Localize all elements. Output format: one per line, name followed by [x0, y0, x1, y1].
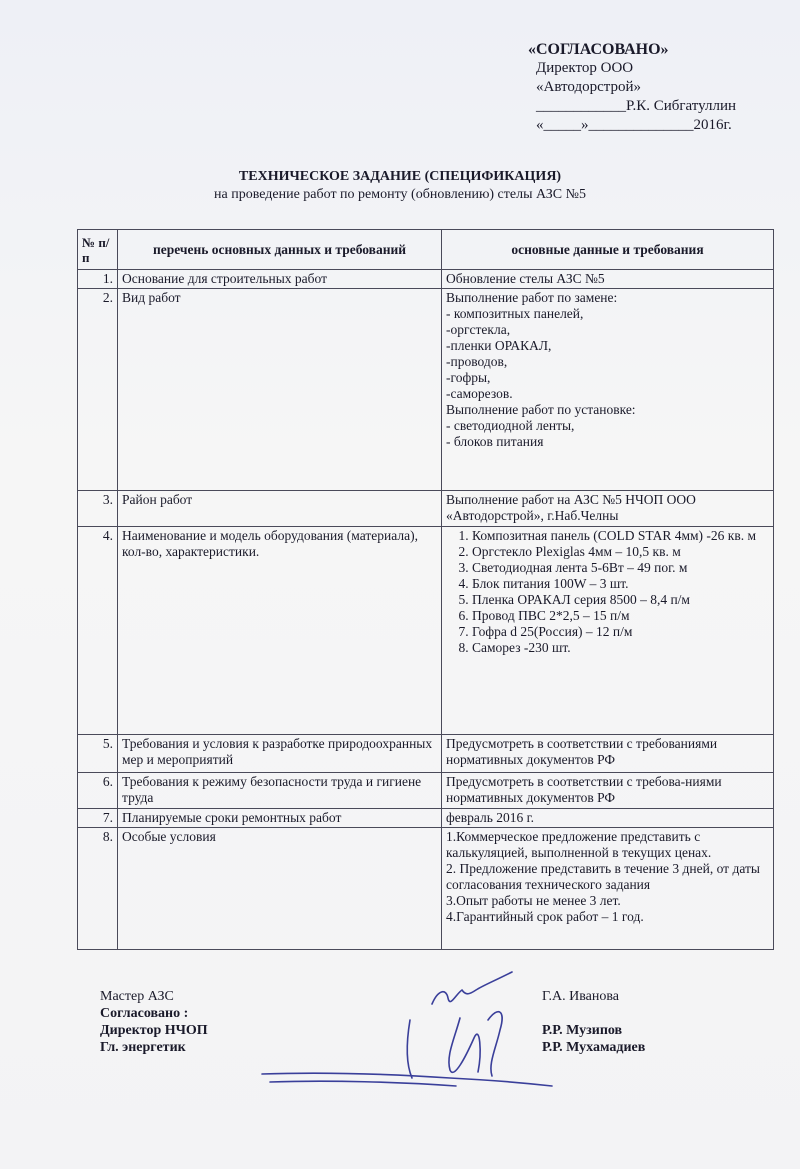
value-line: -саморезов. — [446, 386, 513, 401]
footer-master-name: Г.А. Иванова — [542, 989, 620, 1004]
row-num: 4. — [78, 527, 118, 735]
footer-spacer — [542, 1005, 742, 1022]
table-row — [78, 735, 774, 773]
equipment-item: 8. Саморез -230 шт. — [472, 640, 769, 656]
footer-engineer-name: Р.Р. Мухамадиев — [542, 1040, 646, 1055]
approval-block — [528, 40, 788, 135]
table-header-row — [78, 230, 774, 270]
row-value — [442, 289, 774, 491]
footer-master-label: Мастер АЗС — [100, 989, 174, 1004]
value-line: 2. Предложение представить в течение 3 дней, от даты согласования технического задания — [446, 861, 760, 892]
footer-right — [542, 988, 742, 1056]
row-num: 7. — [78, 809, 118, 828]
value-line: 3.Опыт работы не менее 3 лет. — [446, 893, 621, 908]
handwritten-signature — [260, 960, 560, 1120]
row-label: Наименование и модель оборудования (материала), кол-во, характеристики. — [118, 527, 442, 735]
row-value — [442, 773, 774, 809]
approval-position: Директор ООО — [536, 60, 634, 76]
value-line: Выполнение работ на АЗС №5 НЧОП ООО «Автодорстрой», г.Наб.Челны — [446, 492, 696, 523]
footer-engineer-label: Гл. энергетик — [100, 1040, 186, 1055]
row-value — [442, 735, 774, 773]
equipment-list — [446, 528, 769, 656]
row-num: 6. — [78, 773, 118, 809]
value-line: - светодиодной ленты, — [446, 418, 575, 433]
row-num: 8. — [78, 828, 118, 950]
row-label: Требования к режиму безопасности труда и гигиене труда — [118, 773, 442, 809]
document-subtitle: на проведение работ по ремонту (обновлению) стелы АЗС №5 — [214, 187, 586, 202]
value-line: февраль 2016 г. — [446, 810, 535, 825]
value-line: -гофры, — [446, 370, 491, 385]
footer-agreed-label: Согласовано : — [100, 1006, 189, 1021]
approval-date: «_____»______________2016г. — [536, 117, 732, 133]
value-line: Выполнение работ по замене: — [446, 290, 618, 305]
header-data: основные данные и требования — [442, 230, 774, 270]
footer-left — [100, 988, 300, 1056]
row-label: Вид работ — [118, 289, 442, 491]
approval-title: «СОГЛАСОВАНО» — [528, 41, 669, 58]
table-row — [78, 270, 774, 289]
table-row — [78, 527, 774, 735]
row-label: Основание для строительных работ — [118, 270, 442, 289]
row-label: Планируемые сроки ремонтных работ — [118, 809, 442, 828]
equipment-item: 6. Провод ПВС 2*2,5 – 15 п/м — [472, 608, 769, 624]
header-num: № п/п — [78, 230, 118, 270]
table-row — [78, 491, 774, 527]
value-line: 4.Гарантийный срок работ – 1 год. — [446, 909, 644, 924]
equipment-item: 4. Блок питания 100W – 3 шт. — [472, 576, 769, 592]
header-list: перечень основных данных и требований — [118, 230, 442, 270]
row-value — [442, 491, 774, 527]
value-line: - блоков питания — [446, 434, 544, 449]
footer-director-label: Директор НЧОП — [100, 1023, 208, 1038]
table-row — [78, 809, 774, 828]
row-num: 3. — [78, 491, 118, 527]
value-line: Выполнение работ по установке: — [446, 402, 636, 417]
specification-table — [77, 229, 774, 950]
row-value — [442, 527, 774, 735]
value-line: Предусмотреть в соответствии с требованиями нормативных документов РФ — [446, 736, 718, 767]
equipment-item: 7. Гофра d 25(Россия) – 12 п/м — [472, 624, 769, 640]
row-value — [442, 809, 774, 828]
equipment-item: 3. Светодиодная лента 5-6Вт – 49 пог. м — [472, 560, 769, 576]
row-num: 5. — [78, 735, 118, 773]
equipment-item: 5. Пленка ОРАКАЛ серия 8500 – 8,4 п/м — [472, 592, 769, 608]
approval-company: «Автодорстрой» — [536, 79, 642, 95]
value-line: -проводов, — [446, 354, 508, 369]
value-line: -пленки ОРАКАЛ, — [446, 338, 552, 353]
approval-signer: ____________Р.К. Сибгатуллин — [536, 98, 737, 114]
row-value — [442, 828, 774, 950]
table-row — [78, 828, 774, 950]
row-num: 1. — [78, 270, 118, 289]
document-heading — [150, 168, 650, 204]
document-title: ТЕХНИЧЕСКОЕ ЗАДАНИЕ (СПЕЦИФИКАЦИЯ) — [238, 169, 562, 184]
row-label: Требования и условия к разработке природоохранных мер и мероприятий — [118, 735, 442, 773]
equipment-item: 2. Оргстекло Plexiglas 4мм – 10,5 кв. м — [472, 544, 769, 560]
value-line: -оргстекла, — [446, 322, 511, 337]
value-line: 1.Коммерческое предложение представить с калькуляцией, выполненной в текущих ценах. — [446, 829, 712, 860]
equipment-item: 1. Композитная панель (COLD STAR 4мм) -26 кв. м — [472, 528, 769, 544]
table-row — [78, 773, 774, 809]
value-line: Обновление стелы АЗС №5 — [446, 271, 605, 286]
row-label: Район работ — [118, 491, 442, 527]
footer-director-name: Р.Р. Музипов — [542, 1023, 623, 1038]
row-num: 2. — [78, 289, 118, 491]
row-value — [442, 270, 774, 289]
value-line: - композитных панелей, — [446, 306, 584, 321]
row-label: Особые условия — [118, 828, 442, 950]
value-line: Предусмотреть в соответствии с требова-ниями нормативных документов РФ — [446, 774, 722, 805]
table-row — [78, 289, 774, 491]
